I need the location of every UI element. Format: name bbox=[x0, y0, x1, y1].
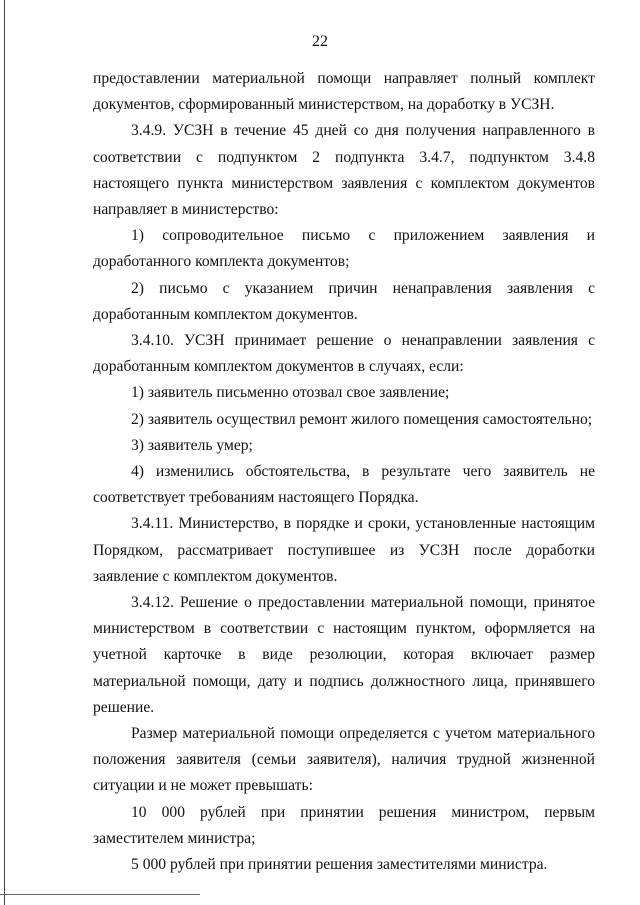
list-item-3-4-10-1: 1) заявитель письменно отозвал свое заявление; bbox=[131, 384, 450, 402]
list-item-3-4-10-4: 4) изменились обстоятельства, в результате чего заявитель не соответствует требованиям настоящего Порядка. bbox=[93, 463, 595, 507]
paragraph-amount-intro: Размер материальной помощи определяется с учетом материального положения заявителя (семьи заявителя), наличия трудной жизненной ситуации и не может превышать: bbox=[93, 725, 595, 795]
paragraph-amount-deputy: 5 000 рублей при принятии решения заместителями министра. bbox=[131, 856, 548, 874]
page-edge-line bbox=[4, 0, 5, 905]
list-item-3-4-10-3: 3) заявитель умер; bbox=[131, 436, 253, 454]
paragraph-continuation: предоставлении материальной помощи направляет полный комплект документов, сформированный министерством, на доработку в УСЗН. bbox=[93, 70, 595, 114]
paragraph-amount-minister: 10 000 рублей при принятии решения министром, первым заместителем министра; bbox=[93, 803, 595, 847]
page-number: 22 bbox=[312, 33, 328, 50]
document-body bbox=[93, 66, 595, 878]
list-item-3-4-10-2: 2) заявитель осуществил ремонт жилого помещения самостоятельно; bbox=[131, 410, 593, 428]
paragraph-3-4-9: 3.4.9. УСЗН в течение 45 дней со дня получения направленного в соответствии с подпунктом 2 подпункта 3.4.7, подпунктом 3.4.8 настоящего пункта министерством заявления с комплектом документов направляет в министерство: bbox=[93, 122, 595, 219]
footer-rule bbox=[0, 894, 200, 895]
list-item-3-4-9-2: 2) письмо с указанием причин ненаправления заявления с доработанным комплектом документов. bbox=[93, 279, 595, 323]
paragraph-3-4-10: 3.4.10. УСЗН принимает решение о ненаправлении заявления с доработанным комплектом документов в случаях, если: bbox=[93, 332, 595, 376]
paragraph-3-4-12: 3.4.12. Решение о предоставлении материальной помощи, принятое министерством в соответствии с настоящим пунктом, оформляется на учетной карточке в виде резолюции, которая включает размер материальной помощи, дату и подпись должностного лица, принявшего решение. bbox=[93, 594, 595, 716]
paragraph-3-4-11: 3.4.11. Министерство, в порядке и сроки, установленные настоящим Порядком, рассматривает поступившее из УСЗН после доработки заявление с комплектом документов. bbox=[93, 515, 595, 585]
list-item-3-4-9-1: 1) сопроводительное письмо с приложением заявления и доработанного комплекта документов; bbox=[93, 227, 595, 271]
